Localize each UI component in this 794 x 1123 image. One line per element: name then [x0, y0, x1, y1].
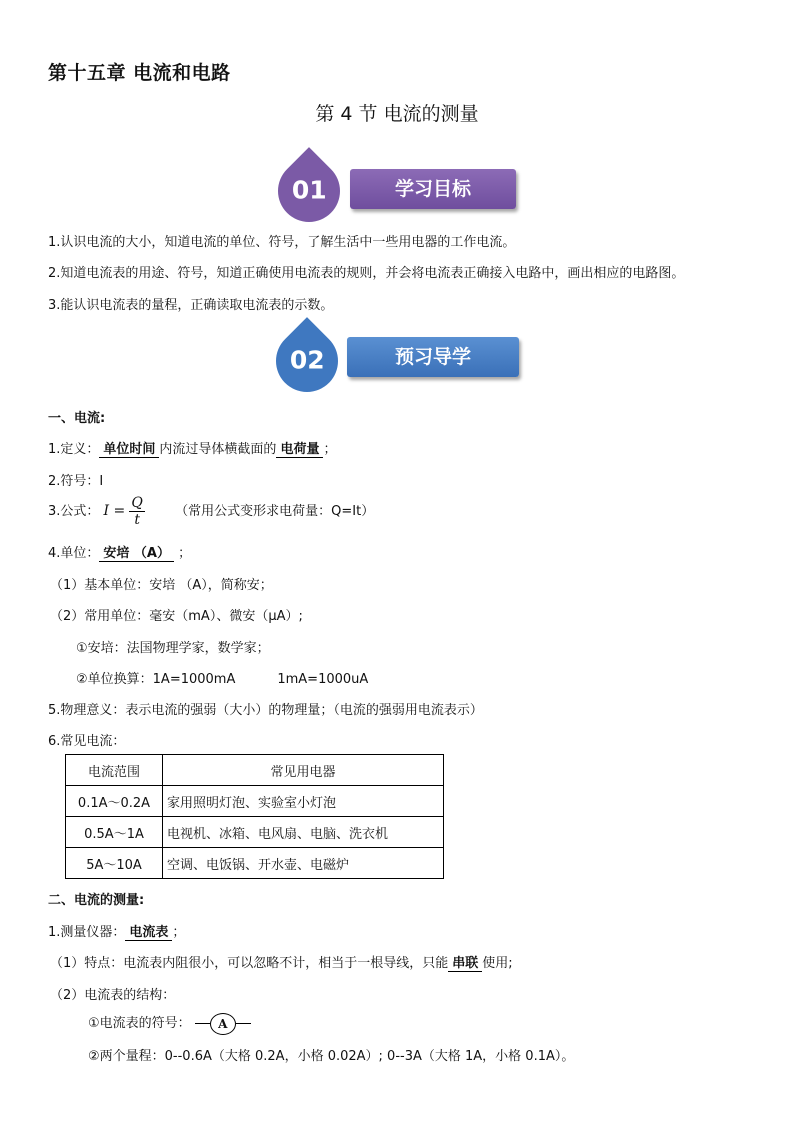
- definition-line: [48, 438, 336, 458]
- blank-ammeter: 电流表: [125, 921, 172, 941]
- table-cell: 5A～10A: [66, 848, 163, 879]
- table-cell: 空调、电饭锅、开水壶、电磁炉: [163, 848, 444, 879]
- conversion-second: 1mA=1000uA: [277, 672, 369, 687]
- table-cell: 电视机、冰箱、电风扇、电脑、洗衣机: [163, 817, 444, 848]
- section-title: 第 4 节 电流的测量: [315, 103, 479, 125]
- ammeter-symbol-icon: [195, 1013, 253, 1035]
- table-cell: 0.1A～0.2A: [66, 786, 163, 817]
- table-header-row: [66, 755, 444, 786]
- formula-lhs: I =: [103, 503, 126, 519]
- badge-label: 学习目标: [350, 169, 516, 209]
- feature-prefix: （1）特点：电流表内阻很小，可以忽略不计，相当于一根导线，只能: [50, 956, 449, 971]
- blank-series: 串联: [448, 952, 482, 972]
- def-prefix: 1.定义：: [48, 442, 100, 457]
- unit-line: [48, 542, 191, 562]
- common-current-heading: 6.常见电流：: [48, 734, 126, 749]
- part2-heading: 二、电流的测量:: [48, 893, 145, 908]
- feature-line: [50, 952, 513, 972]
- ampere-note: ①安培：法国物理学家，数学家；: [76, 641, 270, 656]
- unit-common: （2）常用单位：毫安（mA）、微安（μA）;: [50, 609, 303, 624]
- table-header: 常见用电器: [163, 755, 444, 786]
- instrument-suffix: ；: [172, 925, 186, 940]
- badge-label: 预习导学: [347, 337, 519, 377]
- formula-denominator: t: [134, 512, 140, 528]
- physical-meaning: 5.物理意义：表示电流的强弱（大小）的物理量；（电流的强弱用电流表示）: [48, 703, 483, 718]
- table-row: [66, 786, 444, 817]
- chapter-title: 第十五章 电流和电路: [48, 62, 231, 84]
- badge-number: 01: [265, 147, 353, 235]
- conversion-first: ②单位换算：1A=1000mA: [76, 672, 236, 687]
- objective-2: 2.知道电流表的用途、符号，知道正确使用电流表的规则，并会将电流表正确接入电路中，画出相应的电路图。: [48, 266, 685, 281]
- instrument-line: [48, 921, 185, 941]
- formula-fraction: [129, 495, 144, 528]
- common-current-table: [65, 754, 444, 879]
- table-cell: 0.5A～1A: [66, 817, 163, 848]
- structure-line: （2）电流表的结构：: [50, 988, 176, 1003]
- def-mid: 内流过导体横截面的: [159, 442, 277, 457]
- feature-suffix: 使用;: [482, 956, 513, 971]
- instrument-prefix: 1.测量仪器：: [48, 925, 126, 940]
- formula-note: （常用公式变形求电荷量：Q=It）: [175, 504, 375, 519]
- table-cell: 家用照明灯泡、实验室小灯泡: [163, 786, 444, 817]
- unit-base: （1）基本单位：安培 （A），简称安；: [50, 578, 273, 593]
- ammeter-letter: A: [210, 1013, 236, 1035]
- blank-unit-time: 单位时间: [99, 438, 159, 458]
- symbol-label: ①电流表的符号：: [88, 1016, 191, 1031]
- objective-3: 3.能认识电流表的量程，正确读取电流表的示数。: [48, 298, 334, 313]
- ammeter-symbol-line: [88, 1012, 253, 1035]
- objective-1: 1.认识电流的大小，知道电流的单位、符号，了解生活中一些用电器的工作电流。: [48, 235, 516, 250]
- formula-prefix: 3.公式：: [48, 504, 100, 519]
- ranges-line: ②两个量程：0--0.6A（大格 0.2A，小格 0.02A）; 0--3A（大格 1A，小格 0.1A）。: [88, 1049, 575, 1064]
- table-header: 电流范围: [66, 755, 163, 786]
- table-row: [66, 817, 444, 848]
- formula-numerator: Q: [131, 495, 143, 511]
- table-row: [66, 848, 444, 879]
- blank-ampere: 安培 （A）: [99, 542, 174, 562]
- blank-charge: 电荷量: [276, 438, 323, 458]
- conversion-line: [76, 668, 368, 687]
- unit-suffix: ；: [178, 546, 192, 561]
- part1-heading: 一、电流:: [48, 411, 106, 426]
- unit-prefix: 4.单位：: [48, 546, 100, 561]
- formula-line: [48, 495, 374, 528]
- symbol-line: 2.符号：I: [48, 474, 104, 489]
- def-suffix: ；: [323, 442, 337, 457]
- badge-number: 02: [263, 317, 351, 405]
